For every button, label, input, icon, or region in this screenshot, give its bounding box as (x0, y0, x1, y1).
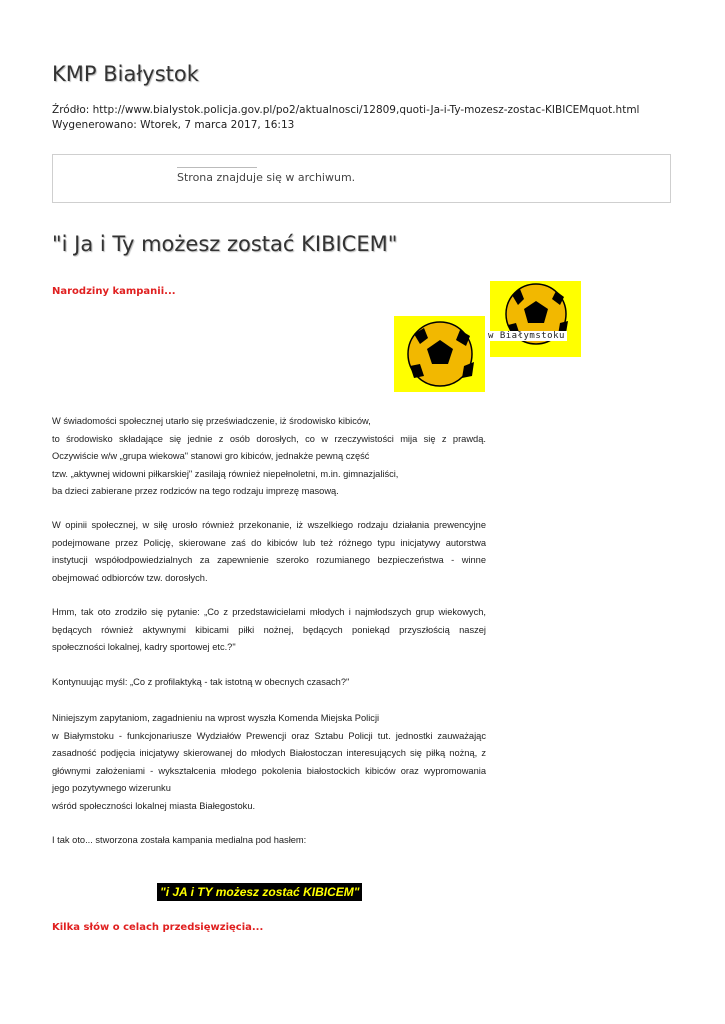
paragraph-1 (52, 413, 486, 501)
text-line: w Białymstoku - funkcjonariusze Wydziałów Prewencji oraz Sztabu Policji tut. jednostki zauważając (52, 730, 486, 741)
text-line: W opinii społecznej, w siłę urosło również przekonanie, iż wszelkiego rodzaju działania prewencyjne (52, 520, 486, 530)
image-caption: w Białymstoku (488, 331, 565, 341)
football-icon (394, 316, 485, 392)
text-line: obejmować odbiorców tzw. dorosłych. (52, 572, 208, 583)
text-line: to środowisko składające się jednie z osób dorosłych, co w rzeczywistości mija się z prawdą. (52, 433, 486, 444)
archive-divider (177, 167, 257, 168)
article-title: "i Ja i Ty możesz zostać KIBICEM" (52, 232, 398, 256)
text-line: W świadomości społecznej utarło się przeświadczenie, iż środowisko kibiców, (52, 416, 371, 426)
subheading-goals: Kilka słów o celach przedsięwzięcia... (52, 922, 264, 933)
football-image (394, 316, 485, 392)
text-line: Hmm, tak oto zrodziło się pytanie: „Co z przedstawicielami młodych i najmłodszych grup wiekowych, (52, 607, 486, 617)
paragraph-4 (52, 674, 486, 692)
paragraph-6 (52, 832, 486, 850)
text-line: będących również aktywnymi kibicami piłki nożnej, będących poniekąd przyszłością naszej (52, 624, 486, 635)
text-line: wśród społeczności lokalnej miasta Białegostoku. (52, 800, 256, 811)
document-meta (52, 103, 639, 133)
text-line: głównymi założeniami - wykształcenia młodego pokolenia białostockich kibiców oraz wypromowania (52, 765, 486, 776)
text-line: Kontynuując myśl: „Co z profilaktyką - tak istotną w obecnych czasach?" (52, 677, 350, 687)
paragraph-5 (52, 710, 486, 816)
site-title: KMP Białystok (52, 62, 199, 86)
paragraph-3 (52, 604, 486, 657)
text-line: jego pozytywnego wizerunku (52, 783, 171, 794)
text-line: podejmowane przez Policję, skierowane zaś do kibiców lub też różnego typu inicjatywy autorstwa (52, 537, 486, 548)
archive-text: Strona znajduje się w archiwum. (177, 171, 356, 184)
text-line: Niniejszym zapytaniom, zagadnieniu na wprost wyszła Komenda Miejska Policji (52, 713, 380, 723)
paragraph-2 (52, 517, 486, 587)
subheading-campaign-birth: Narodziny kampanii... (52, 286, 176, 297)
text-line: I tak oto... stworzona została kampania medialna pod hasłem: (52, 835, 307, 845)
text-line: Oczywiście w/w „grupa wiekowa" stanowi gro kibiców, jednakże pewną część (52, 451, 370, 462)
text-line: społeczności lokalnej, kadry sportowej etc.?" (52, 642, 236, 653)
archive-notice (52, 154, 671, 203)
generated-date: Wygenerowano: Wtorek, 7 marca 2017, 16:13 (52, 119, 295, 131)
campaign-slogan: "i JA i TY możesz zostać KIBICEM" (157, 883, 362, 901)
text-line: instytucji współodpowiedzialnych za zapewnienie szeroko rozumianego bezpieczeństwa - winne (52, 555, 486, 566)
football-icon (490, 281, 581, 357)
text-line: zasadność podjęcia inicjatywy skierowanej do młodych Białostoczan interesujących się piłką nożną, z (52, 748, 486, 759)
football-image-bialystok (490, 281, 581, 357)
text-line: tzw. „aktywnej widowni piłkarskiej" zasilają również niepełnoletni, m.in. gimnazjaliści, (52, 468, 399, 479)
text-line: ba dzieci zabierane przez rodziców na tego rodzaju imprezę masową. (52, 486, 339, 497)
source-url[interactable]: Źródło: http://www.bialystok.policja.gov.pl/po2/aktualnosci/12809,quoti-Ja-i-Ty-mozesz-zostac-KIBICEMquot.html (52, 104, 640, 116)
